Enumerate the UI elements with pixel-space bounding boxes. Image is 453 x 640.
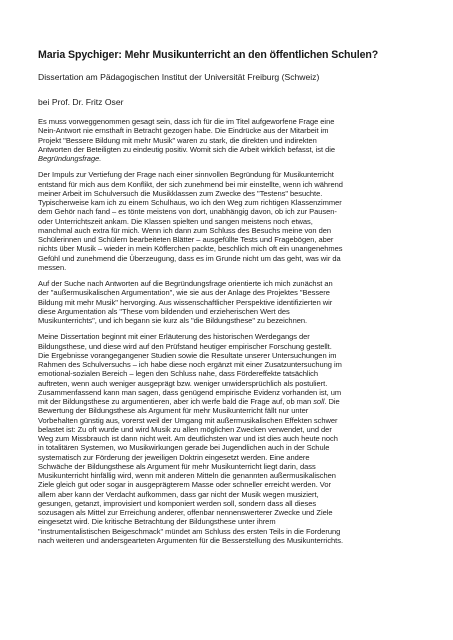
document-page xyxy=(38,49,416,552)
text-line: Projekt "Bessere Bildung mit mehr Musik" waren zu stark, die direkten und indirekten xyxy=(38,135,317,145)
paragraph xyxy=(38,170,416,272)
text-line: Begründungsfrage. xyxy=(38,154,102,163)
document-subtitle: Dissertation am Pädagogischen Institut der Universität Freiburg (Schweiz) xyxy=(38,72,320,82)
text-line: mit der Bildungsthese zu argumentieren, aber ich werfe bald die Frage auf, ob man soll. Die xyxy=(38,397,340,406)
text-line: Weg zum Missbrauch ist dann nicht weit. Am deutlichsten war und ist dies auch heute noch xyxy=(38,434,338,443)
document-title: Maria Spychiger: Mehr Musikunterricht an den öffentlichen Schulen? xyxy=(38,49,379,61)
paragraph xyxy=(38,279,416,325)
document-author: bei Prof. Dr. Fritz Oser xyxy=(38,97,124,107)
text-line: dem Gehör nach fand – es tönte meistens von dort, unabhängig davon, ob ich zur Pausen- xyxy=(38,207,337,217)
text-line: entstand für mich aus dem Konflikt, der sich zunehmend bei mir einstellte, wenn ich während xyxy=(38,179,343,189)
text-line: Schwäche der Bildungsthese als Argument für mehr Musikunterricht liegt darin, dass xyxy=(38,461,316,471)
text-line: Es muss vorweggenommen gesagt sein, dass ich für die im Titel aufgeworfene Frage eine xyxy=(38,117,335,126)
text-line: Der Impuls zur Vertiefung der Frage nach einer sinnvollen Begründung für Musikunterricht xyxy=(38,170,334,180)
text-line: "instrumentalistischen Beigeschmack" mündet am Schluss des ersten Teils in die Forderung xyxy=(38,526,341,536)
text-line: Vorbehalten günstig aus, vorerst weil der Umgang mit außermusikalischen Effekten schwer xyxy=(38,415,338,425)
text-line: belastet ist: Zu oft wurde und wird Musik zu allen möglichen Zwecken verwendet, und der xyxy=(38,424,332,434)
text-line: nach weiteren und andersgearteten Argumenten für die Besserstellung des Musikunterrichts. xyxy=(38,535,344,545)
text-line: Schülerinnen und Schülern bearbeiteten Blätter – ausgefüllte Tests und Fragebögen, aber xyxy=(38,235,334,244)
text-line: oder Unterrichtszeit ankam. Die Klassen spielten und sangen meistens noch etwas, xyxy=(38,216,313,226)
text-line: gesungen, getanzt, improvisiert und komponiert werden soll, sondern dass all dieses xyxy=(38,498,317,508)
paragraph xyxy=(38,117,416,163)
text-line: meiner Arbeit im Schulversuch die Musikklassen zum Zwecke des "Testens" besuchte. xyxy=(38,188,323,198)
text-line: Nein-Antwort nie ernsthaft in Betracht gezogen habe. Die Eindrücke aus der Mitarbeit im xyxy=(38,126,329,136)
text-line: Musikunterrichts", und ich begann sie kurz als "die Bildungsthese" zu bezeichnen. xyxy=(38,316,308,325)
text-line: Antworten der Beteiligten zu eindeutig positiv. Womit sich die Arbeit wirklich befasst, ist die xyxy=(38,144,336,154)
text-line: Ziele gleich gut oder sogar in ausgeprägterem Masse oder schneller erreicht werden. Vor xyxy=(38,480,331,490)
text-line: Auf der Suche nach Antworten auf die Begründungsfrage orientierte ich mich zunächst an xyxy=(38,279,333,288)
text-line: Zusammenfassend kann man sagen, dass genügend empirische Evidenz vorhanden ist, um xyxy=(38,387,342,397)
text-line: Meine Dissertation beginnt mit einer Erläuterung des historischen Werdegangs der xyxy=(38,332,310,342)
text-line: auftreten, wenn auch weniger ausgeprägt bzw. weniger unwidersprüchlich als postuliert. xyxy=(38,378,328,388)
text-line: Gefühl und zunehmend die Überzeugung, dass es im Grunde nicht um das geht, was wir da xyxy=(38,253,341,263)
text-line: emotional-sozialen Bereich – legen den Schluss nahe, dass Fördereffekte tatsächlich xyxy=(38,369,319,379)
text-line: sozusagen als Mittel zur Erreichung anderer, offenbar nennenswerterer Zwecke und Ziele xyxy=(38,508,333,517)
text-line: Typischerweise kam ich zu einem Schulhaus, wo ich den Weg zum richtigen Klassenzimmer xyxy=(38,198,342,207)
text-line: allem aber kann der Verdacht aufkommen, dass gar nicht der Musik wegen musiziert, xyxy=(38,489,319,499)
paragraph xyxy=(38,332,416,545)
document-body xyxy=(38,117,416,545)
text-line: manchmal auch extra für mich. Wenn ich dann zum Schluss des Besuchs meine von den xyxy=(38,225,331,235)
text-line: diese Argumentation als "These vom bildenden und erzieherischen Wert des xyxy=(38,306,290,316)
text-line: messen. xyxy=(38,262,67,272)
text-line: Die Ergebnisse vorangegangener Studien sowie die Resultate unserer Untersuchungen im xyxy=(38,350,337,360)
text-line: Rahmen des Schulversuchs – ich habe diese noch ergänzt mit einer Zusatzuntersuchung im xyxy=(38,360,342,369)
text-line: Bildungsthese, und diese wird auf den Prüfstand heutiger empirischer Forschung gestellt. xyxy=(38,341,332,351)
text-line: in totalitären Systemen, wo Musikwirkungen gerade bei Jugendlichen auch in der Schule xyxy=(38,443,330,453)
text-line: Bildung mit mehr Musik" hervorging. Aus wissenschaftlicher Perspektive identifizierten wir xyxy=(38,297,333,307)
text-line: nichts über Musik – wieder in mein Köfferchen packte, beschlich mich oft ein unangenehmes xyxy=(38,244,343,254)
text-line: eingesetzt wird. Die kritische Betrachtung der Bildungsthese unter ihrem xyxy=(38,517,276,527)
text-line: Bewertung der Bildungsthese als Argument für mehr Musikunterricht fällt nur unter xyxy=(38,406,309,416)
text-line: der "außermusikalischen Argumentation", wie sie aus der Anlage des Projektes "Bessere xyxy=(38,288,330,298)
text-line: Musikunterricht hinfällig wird, wenn mit anderen Mitteln die genannten außermusikalischen xyxy=(38,471,336,480)
text-line: systematisch zur Förderung der jeweiligen Doktrin eingesetzt werden. Eine andere xyxy=(38,452,310,462)
